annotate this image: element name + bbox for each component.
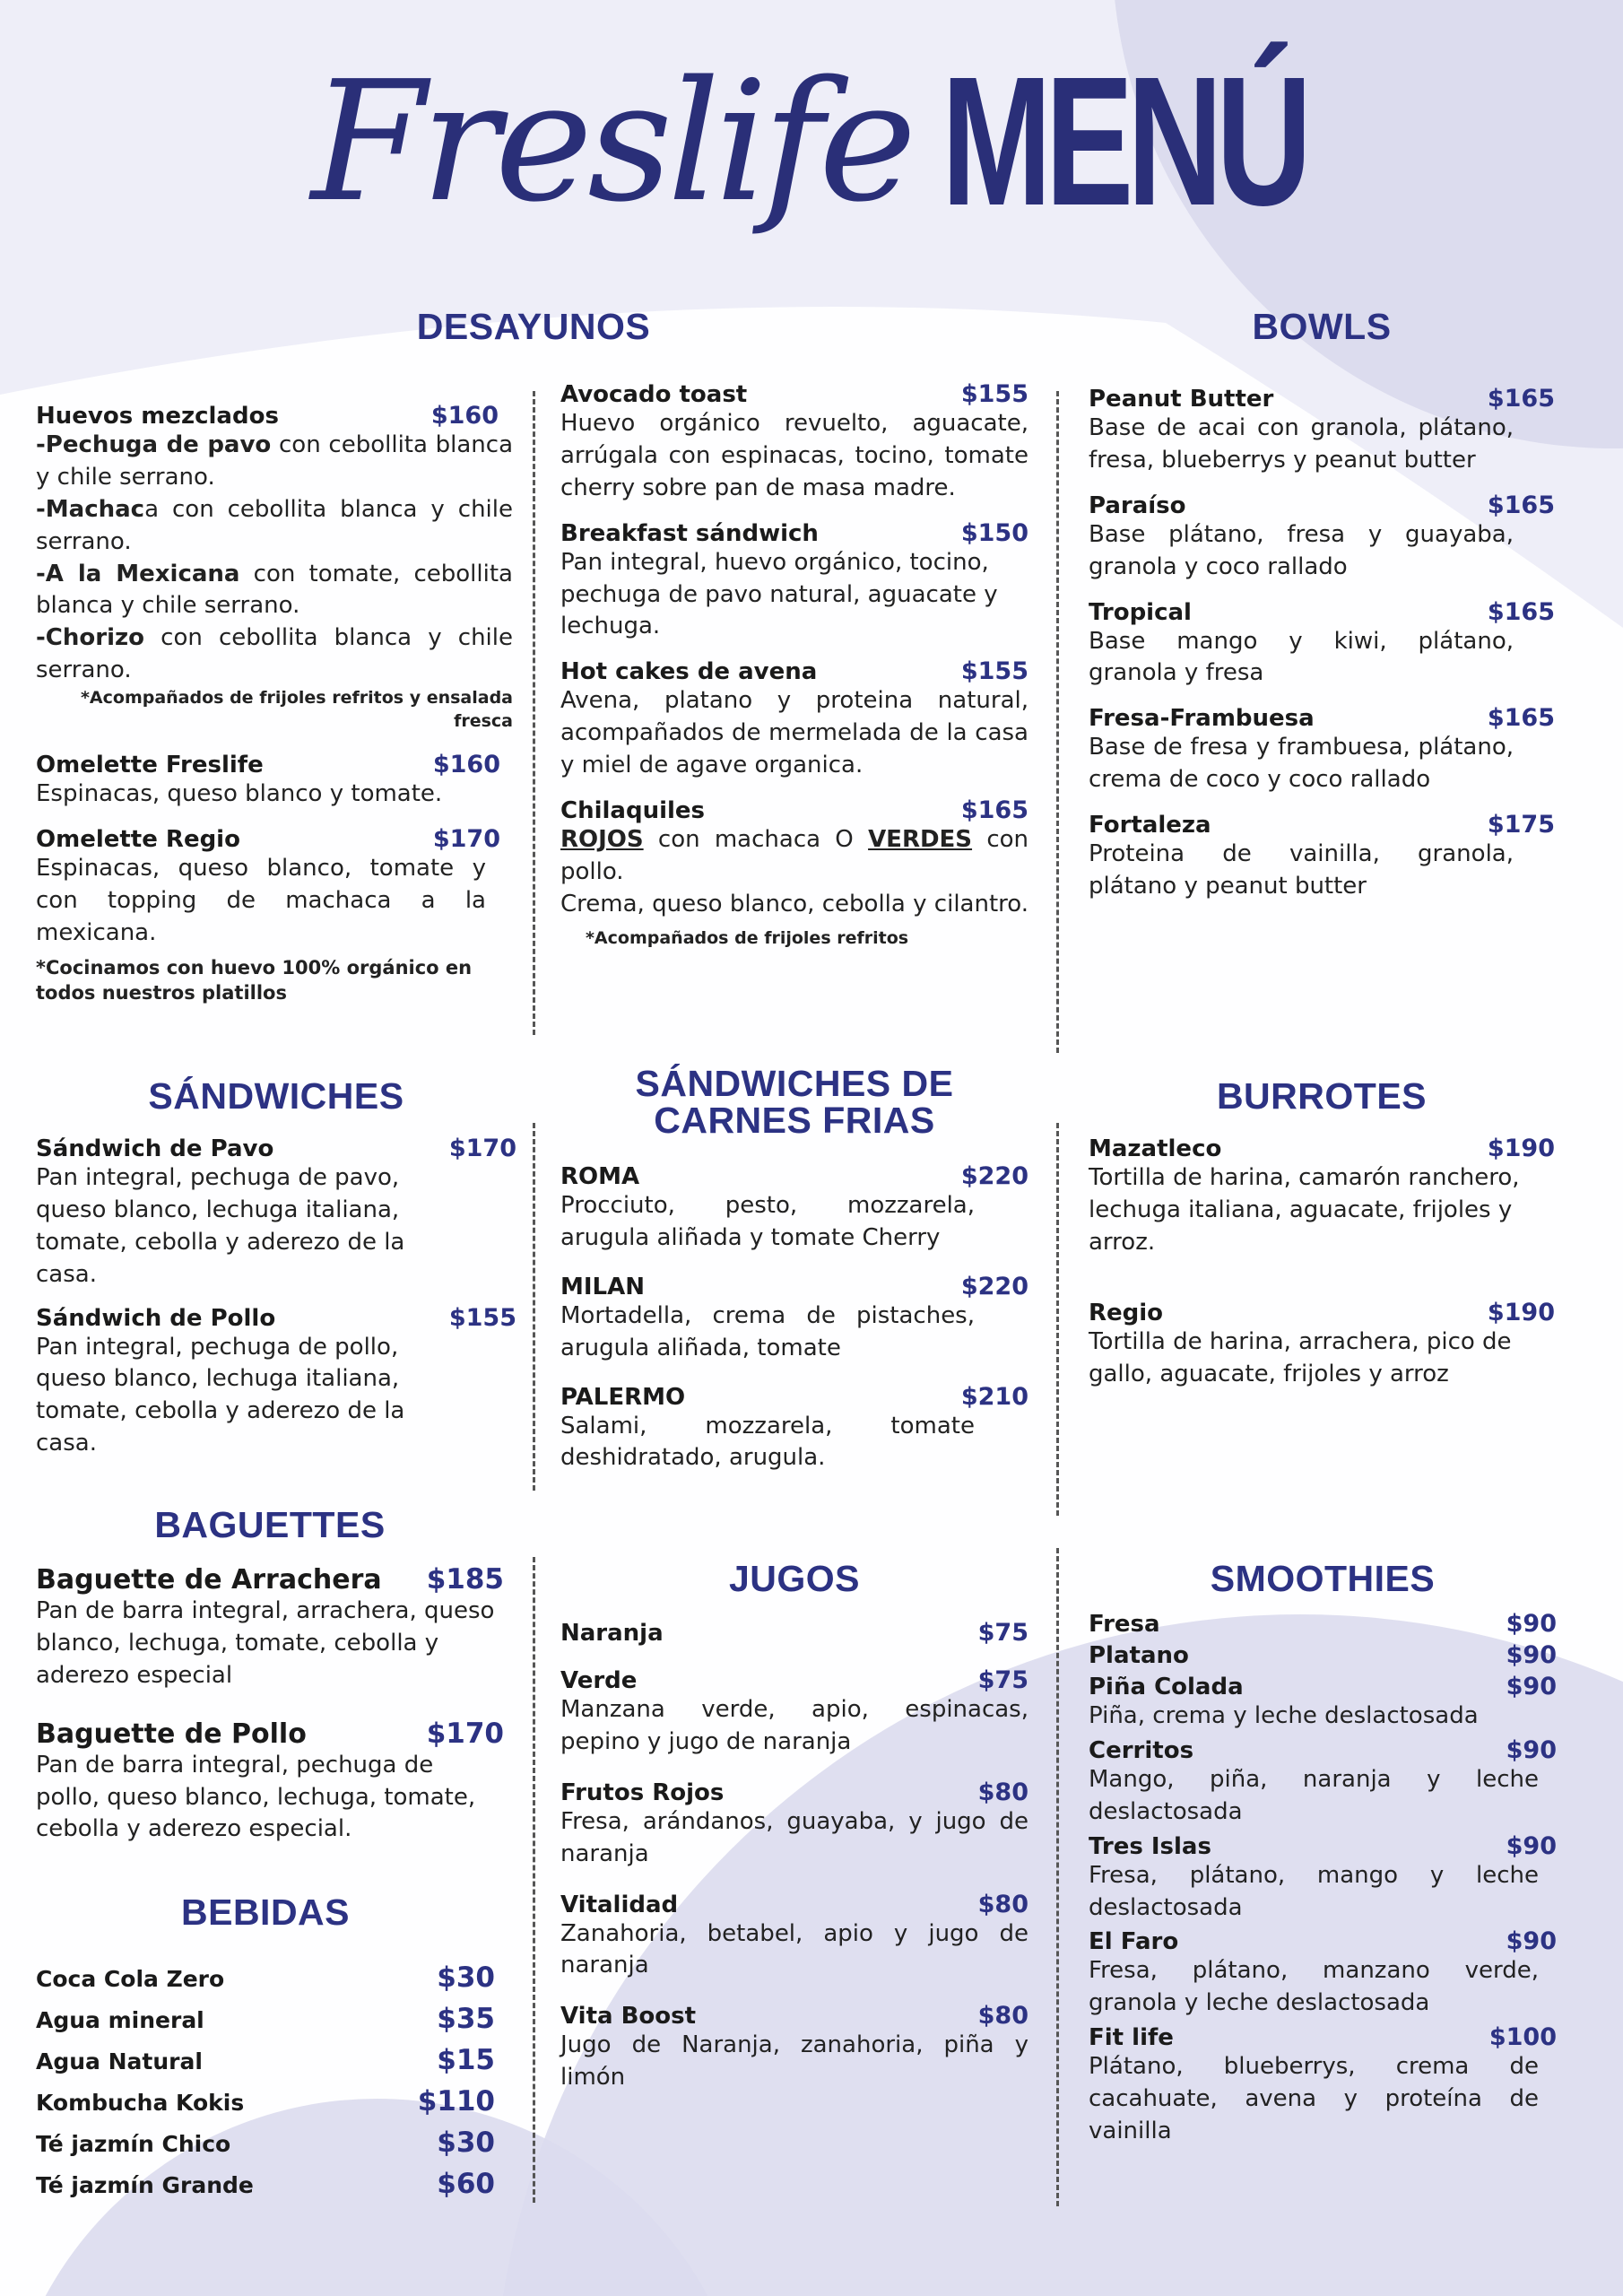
smoothies-section <box>1089 1558 1557 2152</box>
item-price: $210 <box>960 1382 1028 1411</box>
item-desc: Base de acai con granola, plátano, fresa, blueberrys y peanut butter <box>1089 414 1514 474</box>
drink-price: $15 <box>437 2044 495 2076</box>
item-desc: Fresa, arándanos, guayaba, y jugo de naranja <box>560 1807 1028 1867</box>
chilaquiles-desc: ROJOS con machaca O VERDES con pollo. <box>560 825 1028 885</box>
menu-item <box>560 1666 1028 1759</box>
item-name: Vita Boost <box>560 2003 697 2031</box>
item-price: $220 <box>960 1162 1028 1190</box>
item-name: Cerritos <box>1089 1736 1194 1764</box>
brand-menu-title: MENÚ <box>941 39 1306 244</box>
item-name: Hot cakes de avena <box>560 658 818 686</box>
baguettes-title: BAGUETTES <box>154 1504 386 1545</box>
burrotes-title: BURROTES <box>1216 1075 1428 1117</box>
menu-item <box>1089 1299 1555 1391</box>
item-price: $160 <box>432 751 500 779</box>
desayunos-title: DESAYUNOS <box>416 306 651 347</box>
item-price: $165 <box>1487 597 1555 626</box>
item-price: $175 <box>1487 811 1555 839</box>
menu-item <box>560 1891 1028 1983</box>
menu-item <box>1089 704 1555 796</box>
item-desc: Fresa, plátano, manzano verde, granola y leche deslactosada <box>1089 1957 1539 2017</box>
item-desc: Espinacas, queso blanco, tomate y con topping de machaca a la mexicana. <box>36 855 486 946</box>
menu-item <box>36 1304 516 1461</box>
item-name: Regio <box>1089 1299 1164 1326</box>
drink-row <box>36 1961 495 1994</box>
bebidas-section <box>36 1894 495 2209</box>
item-name: Omelette Regio <box>36 826 240 854</box>
item-desc: Manzana verde, apio, espinacas, pepino y jugo de naranja <box>560 1696 1028 1755</box>
item-price: $80 <box>977 1890 1028 1918</box>
drink-price: $30 <box>437 1961 495 1994</box>
drink-row <box>36 2126 495 2159</box>
item-price: $170 <box>432 825 500 854</box>
carnes-frias-title <box>560 1065 1028 1139</box>
item-price: $160 <box>430 402 499 430</box>
item-price: $155 <box>960 657 1028 686</box>
item-name: MILAN <box>560 1273 645 1300</box>
huevos-option-pavo: -Pechuga de pavo con cebollita blanca y chile serrano. <box>36 431 513 491</box>
carnes-frias-title-line2: CARNES FRIAS <box>654 1100 935 1141</box>
item-name: Omelette Freslife <box>36 752 264 779</box>
item-desc: Avena, platano y proteina natural, acompañados de mermelada de la casa y miel de agave organica. <box>560 687 1028 778</box>
menu-item <box>1089 1610 1557 1638</box>
divider-row2-right <box>1056 1123 1059 1516</box>
desayunos-title-wrap <box>341 306 726 367</box>
item-name: Paraíso <box>1089 491 1186 519</box>
item-price: $75 <box>977 1666 1028 1694</box>
item-price: $80 <box>977 2002 1028 2031</box>
menu-item-hotcakes <box>560 657 1028 782</box>
menu-item <box>36 1563 504 1692</box>
item-price: $80 <box>977 1778 1028 1806</box>
item-name: PALERMO <box>560 1383 686 1411</box>
item-price: $75 <box>977 1619 1028 1647</box>
item-name: Tres Islas <box>1089 1832 1211 1860</box>
item-desc: Procciuto, pesto, mozzarela, arugula aliñada y tomate Cherry <box>560 1192 975 1251</box>
sandwiches-section <box>36 1075 516 1473</box>
drink-price: $110 <box>417 2085 495 2118</box>
drink-name: Agua Natural <box>36 2048 203 2074</box>
carnes-frias-title-line1: SÁNDWICHES DE <box>635 1063 954 1104</box>
menu-item <box>1089 1673 1557 1733</box>
huevos-option-mexicana: -A la Mexicana con tomate, cebollita blanca y chile serrano. <box>36 560 513 620</box>
item-price: $190 <box>1487 1135 1555 1162</box>
baguettes-section <box>36 1504 504 1871</box>
item-price: $90 <box>1506 1673 1557 1700</box>
item-desc: Pan integral, huevo orgánico, tocino, pechuga de pavo natural, aguacate y lechuga. <box>560 548 998 640</box>
menu-item-avocado-toast <box>560 380 1028 505</box>
item-price: $90 <box>1506 1735 1557 1764</box>
menu-item <box>1089 811 1555 903</box>
item-name: ROMA <box>560 1163 640 1190</box>
divider-row3-left <box>533 1557 535 2203</box>
item-desc: Salami, mozzarela, tomate deshidratado, arugula. <box>560 1412 975 1472</box>
drink-name: Agua mineral <box>36 2007 204 2033</box>
organic-note: *Cocinamos con huevo 100% orgánico en todos nuestros platillos <box>36 956 473 1004</box>
divider-row3-right <box>1056 1548 1059 2206</box>
menu-item <box>1089 2023 1557 2148</box>
item-price: $165 <box>960 796 1028 824</box>
desayunos-col-2 <box>560 380 1028 967</box>
item-desc: Pan integral, pechuga de pavo, queso blanco, lechuga italiana, tomate, cebolla y aderezo de la casa. <box>36 1164 405 1288</box>
drink-price: $60 <box>437 2168 495 2200</box>
sandwiches-title: SÁNDWICHES <box>148 1075 404 1117</box>
item-desc: Pan de barra integral, arrachera, queso blanco, lechuga, tomate, cebolla y aderezo especial <box>36 1597 495 1689</box>
menu-header <box>0 36 1623 287</box>
item-name: Chilaquiles <box>560 796 706 824</box>
item-name: Frutos Rojos <box>560 1779 725 1806</box>
item-name: Sándwich de Pollo <box>36 1304 276 1332</box>
item-desc: Piña, crema y leche deslactosada <box>1089 1702 1479 1729</box>
bebidas-title: BEBIDAS <box>180 1892 351 1933</box>
jugos-title: JUGOS <box>728 1558 861 1599</box>
brand-script-title: Freslife <box>310 45 912 239</box>
item-name: Avocado toast <box>560 381 748 408</box>
item-name: Verde <box>560 1667 638 1694</box>
item-desc: Mango, piña, naranja y leche deslactosada <box>1089 1765 1539 1825</box>
item-desc: Zanahoria, betabel, apio y jugo de naranja <box>560 1919 1028 1979</box>
item-price: $90 <box>1506 1610 1557 1638</box>
item-price: $100 <box>1488 2023 1557 2052</box>
item-name: Peanut Butter <box>1089 386 1274 413</box>
menu-item <box>1089 491 1555 584</box>
drink-row <box>36 2003 495 2035</box>
item-price: $165 <box>1487 704 1555 733</box>
item-name: El Faro <box>1089 1928 1179 1956</box>
menu-item-huevos <box>36 402 513 733</box>
item-name: Fresa-Frambuesa <box>1089 705 1315 733</box>
item-desc: Espinacas, queso blanco y tomate. <box>36 780 443 808</box>
huevos-note: *Acompañados de frijoles refritos y ensalada fresca <box>80 688 513 731</box>
item-name: Platano <box>1089 1642 1189 1669</box>
item-name: Baguette de Arrachera <box>36 1564 382 1596</box>
menu-item <box>1089 1927 1557 2020</box>
menu-item <box>560 2002 1028 2094</box>
drink-name: Kombucha Kokis <box>36 2090 245 2116</box>
item-name: Piña Colada <box>1089 1674 1244 1700</box>
item-price: $190 <box>1487 1298 1555 1326</box>
menu-item <box>36 1718 504 1847</box>
divider-row1-left <box>533 391 535 1035</box>
menu-item <box>36 1135 516 1292</box>
item-price: $165 <box>1487 385 1555 413</box>
item-price: $170 <box>426 1717 504 1750</box>
item-name: Huevos mezclados <box>36 403 279 430</box>
chilaquiles-note: *Acompañados de frijoles refritos <box>586 927 909 948</box>
item-price: $155 <box>448 1303 516 1332</box>
huevos-option-chorizo: -Chorizo con cebollita blanca y chile serrano. <box>36 624 513 684</box>
item-desc: Huevo orgánico revuelto, aguacate, arrúgala con espinacas, tocino, tomate cherry sobre pan de masa madre. <box>560 410 1028 501</box>
menu-item <box>560 1273 1028 1365</box>
menu-item <box>1089 385 1555 477</box>
chilaquiles-desc-2: Crema, queso blanco, cebolla y cilantro. *Acompañados de frijoles refritos <box>560 890 1028 948</box>
divider-row2-left <box>533 1123 535 1491</box>
item-name: Naranja <box>560 1620 664 1647</box>
item-name: Fortaleza <box>1089 812 1211 839</box>
item-price: $155 <box>960 380 1028 408</box>
item-price: $165 <box>1487 491 1555 519</box>
carnes-frias-section <box>560 1065 1028 1492</box>
drink-price: $35 <box>437 2003 495 2035</box>
item-desc: Pan de barra integral, pechuga de pollo, queso blanco, lechuga, tomate, cebolla y aderezo especial. <box>36 1751 476 1843</box>
item-name: Mazatleco <box>1089 1135 1222 1162</box>
item-name: Baguette de Pollo <box>36 1718 307 1750</box>
divider-row1-right <box>1056 391 1059 1053</box>
item-desc: Pan integral, pechuga de pollo, queso blanco, lechuga italiana, tomate, cebolla y aderezo de la casa. <box>36 1333 405 1457</box>
menu-item <box>560 1383 1028 1475</box>
desayunos-col-1 <box>36 402 513 1005</box>
item-desc: Mortadella, crema de pistaches, arugula aliñada, tomate <box>560 1301 975 1361</box>
item-price: $90 <box>1506 1927 1557 1956</box>
menu-item <box>1089 598 1555 691</box>
drink-row <box>36 2168 495 2200</box>
menu-item <box>560 1619 1028 1647</box>
menu-item <box>1089 1135 1555 1259</box>
item-desc: Jugo de Naranja, zanahoria, piña y limón <box>560 2031 1028 2092</box>
smoothies-title: SMOOTHIES <box>1210 1558 1436 1599</box>
drink-row <box>36 2085 495 2118</box>
drink-name: Té jazmín Chico <box>36 2131 231 2157</box>
item-desc: Plátano, blueberrys, crema de cacahuate, avena y proteína de vainilla <box>1089 2053 1539 2144</box>
menu-item-chilaquiles <box>560 796 1028 953</box>
drink-name: Té jazmín Grande <box>36 2172 254 2198</box>
menu-item <box>560 1162 1028 1255</box>
item-desc: Tortilla de harina, camarón ranchero, lechuga italiana, aguacate, frijoles y arroz. <box>1089 1164 1520 1256</box>
item-desc: Proteina de vainilla, granola, plátano y peanut butter <box>1089 840 1514 900</box>
item-name: Breakfast sándwich <box>560 519 819 547</box>
jugos-section <box>560 1558 1028 2114</box>
item-price: $185 <box>426 1563 504 1596</box>
burrotes-section <box>1089 1075 1555 1430</box>
item-price: $90 <box>1506 1641 1557 1669</box>
item-desc: Tortilla de harina, arrachera, pico de gallo, aguacate, frijoles y arroz <box>1089 1327 1512 1387</box>
drink-name: Coca Cola Zero <box>36 1966 225 1992</box>
menu-item <box>560 1779 1028 1871</box>
item-desc: Base plátano, fresa y guayaba, granola y coco rallado <box>1089 520 1514 580</box>
item-price: $220 <box>960 1272 1028 1300</box>
bowls-title: BOWLS <box>1252 306 1392 347</box>
item-name: Sándwich de Pavo <box>36 1135 274 1162</box>
item-name: Tropical <box>1089 598 1192 626</box>
bowls-section <box>1089 306 1555 918</box>
drink-price: $30 <box>437 2126 495 2159</box>
item-name: Vitalidad <box>560 1891 679 1918</box>
item-desc: Base de fresa y frambuesa, plátano, crema de coco y coco rallado <box>1089 734 1514 794</box>
item-name: Fresa <box>1089 1611 1160 1638</box>
item-price: $170 <box>448 1135 516 1162</box>
menu-item <box>1089 1832 1557 1925</box>
menu-item-breakfast-sandwich <box>560 519 1028 644</box>
item-desc: Fresa, plátano, mango y leche deslactosada <box>1089 1861 1539 1921</box>
item-price: $90 <box>1506 1831 1557 1860</box>
menu-item <box>1089 1736 1557 1829</box>
drink-row <box>36 2044 495 2076</box>
item-desc: Base mango y kiwi, plátano, granola y fresa <box>1089 627 1514 687</box>
menu-item-omelette-regio <box>36 825 513 950</box>
item-price: $150 <box>960 518 1028 547</box>
huevos-option-machaca: -Machaca con cebollita blanca y chile serrano. <box>36 495 513 555</box>
item-name: Fit life <box>1089 2024 1174 2052</box>
menu-item <box>1089 1641 1557 1669</box>
menu-item-omelette-freslife <box>36 751 513 811</box>
